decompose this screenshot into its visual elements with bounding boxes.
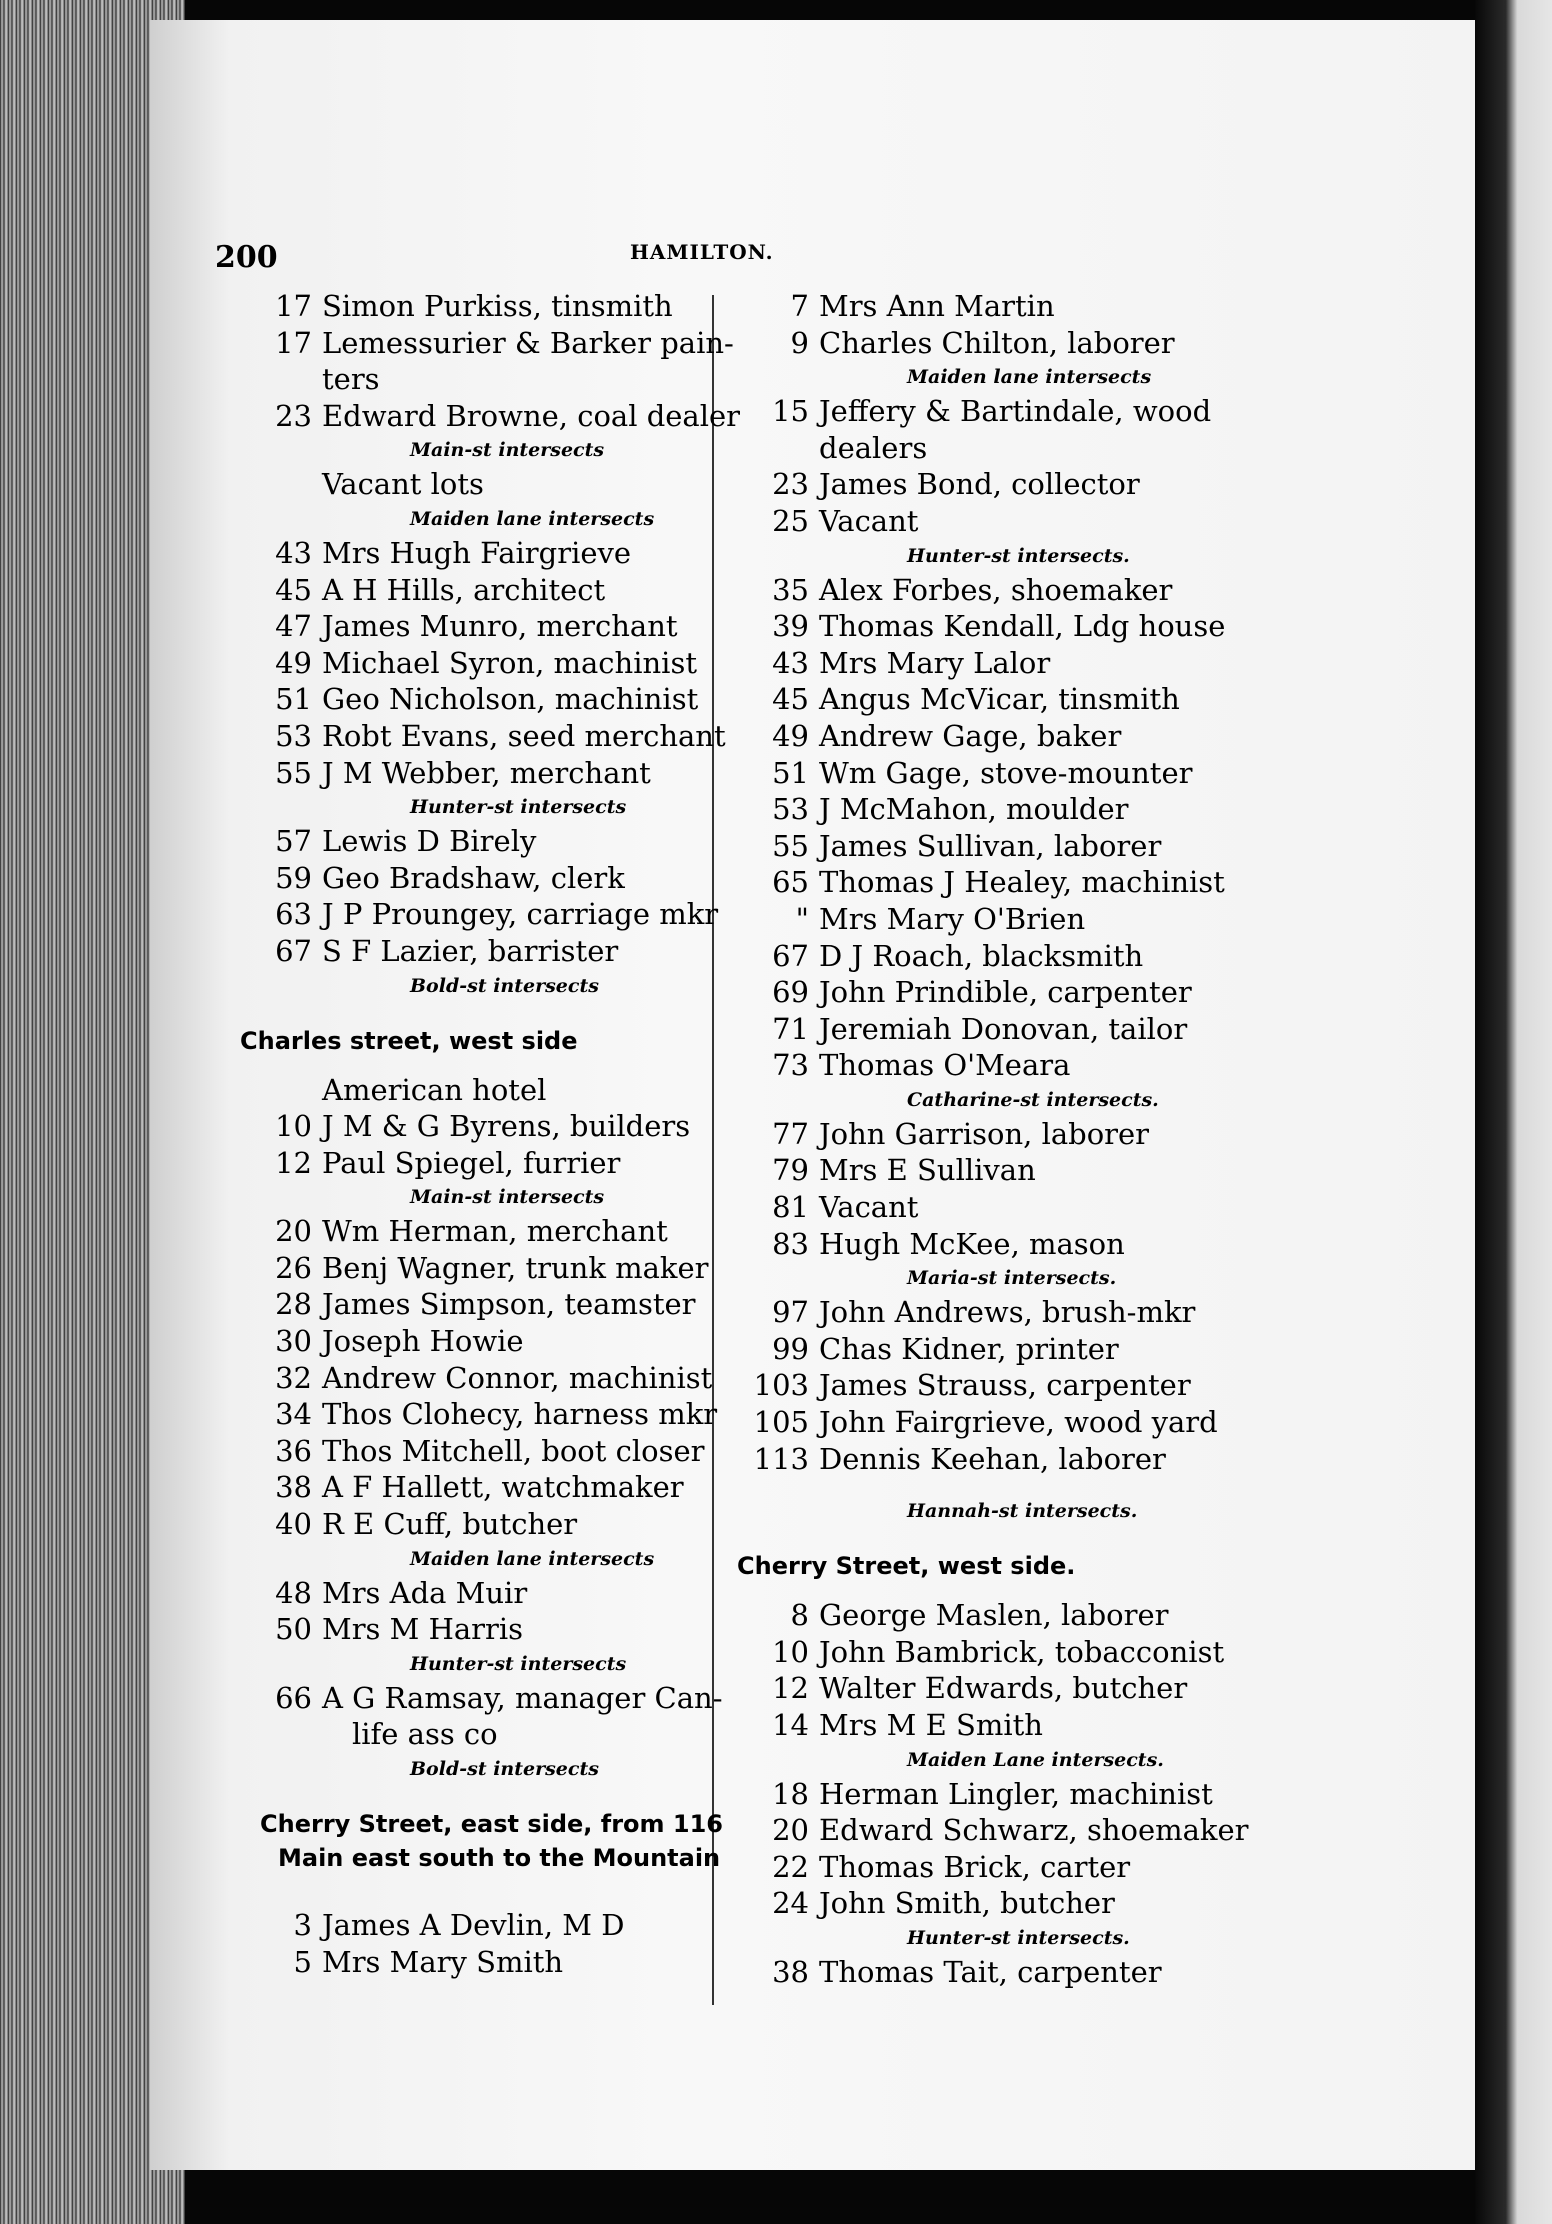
house-number: 51 — [772, 755, 809, 790]
house-number: 39 — [772, 609, 809, 644]
resident-name: Walter Edwards, butcher — [819, 1671, 1188, 1706]
resident-name: Jeremiah Donovan, tailor — [819, 1011, 1188, 1046]
intersection-note: Hunter-st intersects — [410, 1652, 627, 1675]
intersection-note: Maiden Lane intersects. — [907, 1748, 1164, 1771]
resident-name: A H Hills, architect — [322, 572, 606, 607]
entry-continuation: ters — [322, 362, 380, 397]
directory-entry — [737, 1954, 1437, 1991]
house-number: 17 — [275, 289, 312, 323]
resident-name: A F Hallett, watchmaker — [322, 1470, 684, 1505]
directory-entry — [737, 1189, 1437, 1226]
resident-name: Edward Browne, coal dealer — [322, 398, 741, 433]
house-number: 45 — [275, 572, 312, 607]
house-number: 40 — [275, 1507, 312, 1542]
resident-name: Jeffery & Bartindale, wood — [819, 394, 1212, 429]
resident-name: Mrs Mary Lalor — [819, 645, 1051, 680]
house-number: 30 — [275, 1324, 312, 1359]
directory-entry — [737, 393, 1437, 430]
resident-name: Joseph Howie — [322, 1324, 524, 1359]
page-number: 200 — [215, 240, 278, 275]
house-number: 59 — [275, 860, 312, 895]
resident-name: Dennis Keehan, laborer — [819, 1441, 1166, 1476]
resident-name: Mrs Mary Smith — [322, 1944, 564, 1979]
house-number: 65 — [772, 865, 809, 900]
intersection-note: Maiden lane intersects — [907, 366, 1152, 389]
directory-entry — [737, 503, 1437, 540]
directory-entry — [737, 1294, 1437, 1331]
resident-name: Hugh McKee, mason — [819, 1226, 1125, 1261]
house-number: 79 — [772, 1153, 809, 1188]
resident-name: Thomas Kendall, Ldg house — [819, 609, 1226, 644]
intersection-note: Main-st intersects — [410, 439, 605, 462]
resident-name: Thomas O'Meara — [819, 1048, 1071, 1083]
resident-name: Robt Evans, seed merchant — [322, 718, 726, 753]
resident-name: Angus McVicar, tinsmith — [819, 682, 1180, 717]
house-number: 38 — [275, 1470, 312, 1505]
intersection-note: Hannah-st intersects. — [907, 1500, 1138, 1523]
directory-entry — [737, 288, 1437, 325]
resident-name: Mrs Hugh Fairgrieve — [322, 535, 632, 570]
resident-name: Wm Gage, stove-mounter — [819, 755, 1193, 790]
resident-name: Simon Purkiss, tinsmith — [322, 289, 673, 323]
resident-name: Mrs M E Smith — [819, 1708, 1043, 1742]
house-number: 10 — [275, 1109, 312, 1144]
directory-entry — [737, 466, 1437, 503]
resident-name: Andrew Gage, baker — [819, 718, 1122, 753]
resident-name: Lewis D Birely — [322, 824, 537, 859]
directory-entry — [737, 718, 1437, 755]
directory-entry — [737, 645, 1437, 682]
intersection-note: Hunter-st intersects. — [907, 544, 1130, 567]
intersection-note: Bold-st intersects — [410, 974, 599, 997]
house-number: 105 — [753, 1405, 809, 1440]
directory-entry — [737, 1597, 1437, 1634]
resident-name: James Munro, merchant — [322, 609, 678, 644]
directory-note: American hotel — [322, 1072, 547, 1107]
right-column — [737, 288, 1437, 1991]
resident-name: John Andrews, brush-mkr — [819, 1295, 1196, 1330]
house-number: 55 — [772, 828, 809, 863]
resident-name: A G Ramsay, manager Can- — [322, 1680, 723, 1715]
directory-entry — [737, 1367, 1437, 1404]
directory-entry — [737, 1634, 1437, 1671]
house-number: 20 — [772, 1813, 809, 1848]
house-number: 71 — [772, 1011, 809, 1046]
directory-entry — [737, 1226, 1437, 1263]
resident-name: Mrs Mary O'Brien — [819, 901, 1086, 936]
resident-name: Thos Clohecy, harness mkr — [322, 1397, 718, 1432]
house-number: 18 — [772, 1776, 809, 1811]
directory-entry — [737, 1116, 1437, 1153]
directory-entry — [737, 1849, 1437, 1886]
spacer — [737, 1477, 1437, 1495]
resident-name: J M Webber, merchant — [322, 755, 651, 790]
house-number: 51 — [275, 682, 312, 717]
street-heading: Charles street, west side — [240, 1026, 578, 1055]
house-number: 47 — [275, 609, 312, 644]
resident-name: Thomas Tait, carpenter — [819, 1954, 1162, 1989]
house-number: 81 — [772, 1190, 809, 1225]
directory-entry — [737, 1152, 1437, 1189]
resident-name: Vacant — [819, 503, 919, 538]
resident-name: J M & G Byrens, builders — [322, 1109, 691, 1144]
house-number: 34 — [275, 1397, 312, 1432]
house-number: 103 — [753, 1368, 809, 1403]
intersection-note: Main-st intersects — [410, 1186, 605, 1209]
directory-entry — [737, 755, 1437, 792]
house-number: 77 — [772, 1116, 809, 1151]
directory-entry — [737, 325, 1437, 362]
resident-name: James Strauss, carpenter — [819, 1368, 1191, 1403]
house-number: 8 — [790, 1598, 809, 1633]
resident-name: Mrs Ann Martin — [819, 289, 1055, 323]
house-number: 35 — [772, 572, 809, 607]
house-number: 12 — [275, 1145, 312, 1180]
resident-name: James A Devlin, M D — [322, 1908, 625, 1942]
resident-name: Alex Forbes, shoemaker — [819, 572, 1173, 607]
directory-entry — [737, 1812, 1437, 1849]
directory-entry — [737, 1331, 1437, 1368]
house-number: 3 — [293, 1908, 312, 1942]
directory-entry — [737, 572, 1437, 609]
resident-name: Geo Nicholson, machinist — [322, 682, 699, 717]
adjacent-page-strip — [1475, 0, 1552, 2224]
house-number: 24 — [772, 1886, 809, 1921]
directory-entry — [737, 1441, 1437, 1478]
directory-entry — [737, 681, 1437, 718]
directory-entry — [737, 864, 1437, 901]
resident-name: Herman Lingler, machinist — [819, 1776, 1213, 1811]
page-header — [215, 240, 1115, 280]
house-number: 43 — [772, 645, 809, 680]
directory-entry — [737, 1885, 1437, 1922]
directory-entry — [737, 828, 1437, 865]
resident-name: Charles Chilton, laborer — [819, 325, 1175, 360]
resident-name: Wm Herman, merchant — [322, 1214, 668, 1249]
running-title: HAMILTON. — [630, 240, 774, 264]
street-heading-continued: Main east south to the Mountain — [278, 1844, 721, 1872]
house-number: " — [795, 901, 809, 936]
directory-entry — [737, 791, 1437, 828]
resident-name: James Simpson, teamster — [322, 1287, 696, 1322]
house-number: 67 — [772, 938, 809, 973]
house-number: 15 — [772, 394, 809, 429]
resident-name: Mrs Ada Muir — [322, 1575, 528, 1610]
resident-name: Mrs M Harris — [322, 1612, 524, 1647]
directory-entry — [737, 1776, 1437, 1813]
entry-continuation: life ass co — [352, 1717, 498, 1752]
resident-name: Lemessurier & Barker pain- — [322, 325, 734, 360]
directory-entry — [737, 1670, 1437, 1707]
house-number: 55 — [275, 755, 312, 790]
house-number: 50 — [275, 1612, 312, 1647]
directory-entry — [737, 974, 1437, 1011]
directory-entry — [737, 1404, 1437, 1441]
directory-entry — [737, 1047, 1437, 1084]
resident-name: D J Roach, blacksmith — [819, 938, 1144, 973]
house-number: 12 — [772, 1671, 809, 1706]
house-number: 57 — [275, 824, 312, 859]
house-number: 45 — [772, 682, 809, 717]
resident-name: Benj Wagner, trunk maker — [322, 1250, 709, 1285]
resident-name: Thomas Brick, carter — [819, 1849, 1131, 1884]
resident-name: Andrew Connor, machinist — [322, 1360, 713, 1395]
directory-entry — [737, 901, 1437, 938]
house-number: 67 — [275, 933, 312, 968]
resident-name: John Smith, butcher — [819, 1886, 1115, 1921]
resident-name: Thomas J Healey, machinist — [819, 865, 1225, 900]
intersection-note: Maiden lane intersects — [410, 507, 655, 530]
resident-name: Mrs E Sullivan — [819, 1153, 1036, 1188]
house-number: 23 — [772, 467, 809, 502]
resident-name: J McMahon, moulder — [819, 792, 1129, 827]
intersection-note: Maria-st intersects. — [907, 1267, 1117, 1290]
house-number: 23 — [275, 398, 312, 433]
directory-entry — [737, 1707, 1437, 1744]
entry-continuation: dealers — [819, 430, 928, 465]
house-number: 20 — [275, 1214, 312, 1249]
house-number: 83 — [772, 1226, 809, 1261]
street-heading: Cherry Street, east side, from 116 — [260, 1810, 723, 1838]
house-number: 99 — [772, 1331, 809, 1366]
house-number: 9 — [790, 325, 809, 360]
house-number: 14 — [772, 1708, 809, 1742]
house-number: 113 — [753, 1441, 809, 1476]
house-number: 26 — [275, 1250, 312, 1285]
resident-name: S F Lazier, barrister — [322, 933, 619, 968]
resident-name: John Prindible, carpenter — [819, 975, 1192, 1010]
resident-name: George Maslen, laborer — [819, 1598, 1169, 1633]
house-number: 22 — [772, 1849, 809, 1884]
intersection-note: Maiden lane intersects — [410, 1547, 655, 1570]
house-number: 48 — [275, 1575, 312, 1610]
intersection-note: Hunter-st intersects — [410, 796, 627, 819]
resident-name: Edward Schwarz, shoemaker — [819, 1813, 1249, 1848]
intersection-note: Catharine-st intersects. — [907, 1088, 1159, 1111]
house-number: 53 — [772, 792, 809, 827]
intersection-note: Bold-st intersects — [410, 1758, 599, 1780]
resident-name: James Sullivan, laborer — [819, 828, 1162, 863]
house-number: 32 — [275, 1360, 312, 1395]
house-number: 97 — [772, 1295, 809, 1330]
directory-entry — [737, 608, 1437, 645]
house-number: 49 — [275, 645, 312, 680]
house-number: 53 — [275, 718, 312, 753]
resident-name: J P Proungey, carriage mkr — [322, 897, 719, 932]
intersection-note: Hunter-st intersects. — [907, 1926, 1130, 1949]
street-heading: Cherry Street, west side. — [737, 1552, 1076, 1581]
resident-name: John Fairgrieve, wood yard — [819, 1405, 1218, 1440]
house-number: 69 — [772, 975, 809, 1010]
resident-name: James Bond, collector — [819, 467, 1140, 502]
house-number: 25 — [772, 503, 809, 538]
house-number: 28 — [275, 1287, 312, 1322]
house-number: 66 — [275, 1680, 312, 1715]
resident-name: Michael Syron, machinist — [322, 645, 697, 680]
resident-name: Thos Mitchell, boot closer — [322, 1433, 705, 1468]
resident-name: John Bambrick, tobacconist — [819, 1634, 1225, 1669]
house-number: 43 — [275, 535, 312, 570]
directory-entry — [737, 938, 1437, 975]
resident-name: Vacant — [819, 1190, 919, 1225]
house-number: 63 — [275, 897, 312, 932]
house-number: 38 — [772, 1954, 809, 1989]
house-number: 36 — [275, 1433, 312, 1468]
resident-name: Paul Spiegel, furrier — [322, 1145, 621, 1180]
house-number: 17 — [275, 325, 312, 360]
resident-name: Chas Kidner, printer — [819, 1331, 1119, 1366]
directory-note: Vacant lots — [322, 467, 484, 502]
resident-name: John Garrison, laborer — [819, 1116, 1150, 1151]
house-number: 73 — [772, 1048, 809, 1083]
directory-entry — [737, 1011, 1437, 1048]
house-number: 7 — [790, 289, 809, 323]
house-number: 5 — [293, 1944, 312, 1979]
house-number: 10 — [772, 1634, 809, 1669]
house-number: 49 — [772, 718, 809, 753]
resident-name: Geo Bradshaw, clerk — [322, 860, 625, 895]
resident-name: R E Cuff, butcher — [322, 1507, 578, 1542]
